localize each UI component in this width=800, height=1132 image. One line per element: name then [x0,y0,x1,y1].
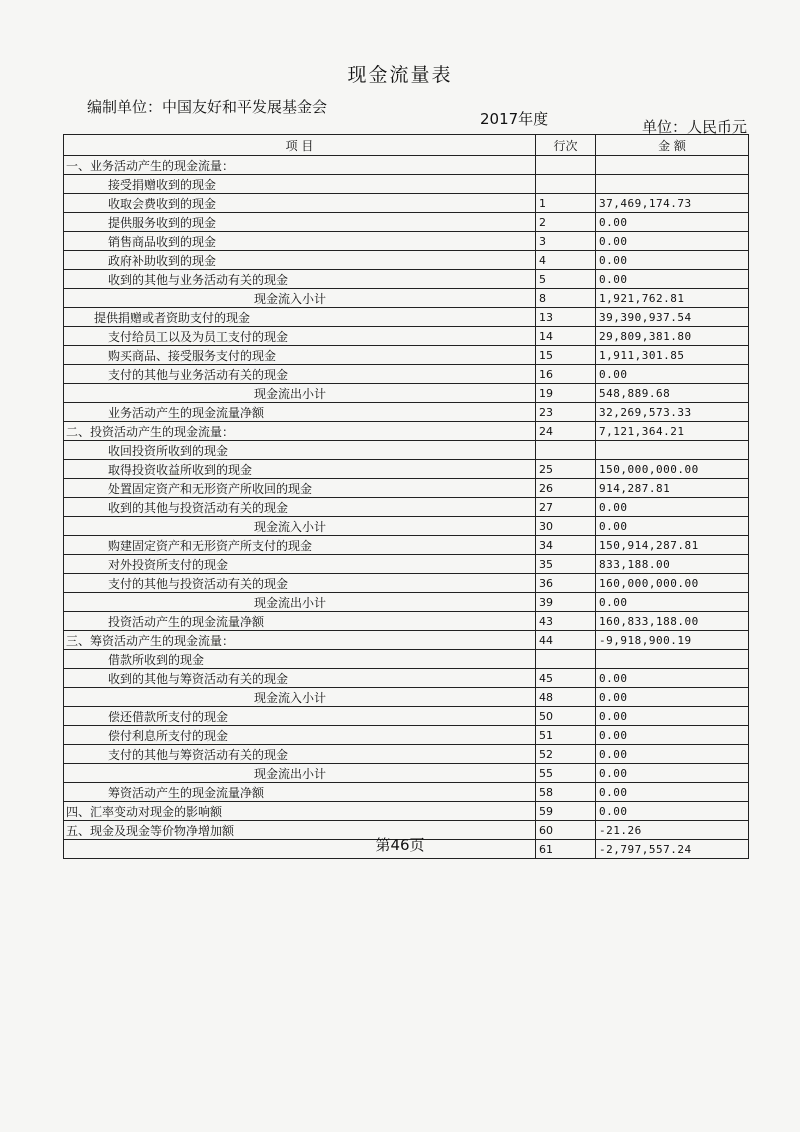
row-amount: 1,911,301.85 [596,346,749,365]
currency-unit: 单位：人民币元 [642,118,748,136]
table-row [64,574,749,593]
table-row [64,536,749,555]
row-line-number: 52 [536,745,596,764]
row-line-number: 55 [536,764,596,783]
row-amount: 0.00 [596,213,749,232]
row-amount: 37,469,174.73 [596,194,749,213]
table-row [64,517,749,536]
row-item-label: 现金流出小计 [64,384,536,403]
row-amount: 150,000,000.00 [596,460,749,479]
table-row [64,289,749,308]
row-item-label: 现金流出小计 [64,764,536,783]
row-amount: 160,000,000.00 [596,574,749,593]
row-amount [596,156,749,175]
row-item-label: 偿还借款所支付的现金 [64,707,536,726]
row-item-label: 购建固定资产和无形资产所支付的现金 [64,536,536,555]
row-item-label: 现金流出小计 [64,593,536,612]
row-line-number: 14 [536,327,596,346]
row-amount: 39,390,937.54 [596,308,749,327]
row-line-number: 13 [536,308,596,327]
table-header-row [64,135,749,156]
row-amount: 150,914,287.81 [596,536,749,555]
header-line: 行次 [536,135,596,156]
row-line-number: 2 [536,213,596,232]
row-line-number: 3 [536,232,596,251]
row-item-label: 支付的其他与筹资活动有关的现金 [64,745,536,764]
row-item-label: 销售商品收到的现金 [64,232,536,251]
table-row [64,422,749,441]
row-line-number: 1 [536,194,596,213]
row-item-label: 支付的其他与投资活动有关的现金 [64,574,536,593]
row-item-label: 收到的其他与筹资活动有关的现金 [64,669,536,688]
row-amount: 0.00 [596,517,749,536]
row-item-label: 二、投资活动产生的现金流量： [64,422,536,441]
row-item-label: 筹资活动产生的现金流量净额 [64,783,536,802]
table-row [64,707,749,726]
table-row [64,498,749,517]
row-item-label: 支付的其他与业务活动有关的现金 [64,365,536,384]
row-line-number: 59 [536,802,596,821]
row-amount: 1,921,762.81 [596,289,749,308]
row-item-label: 偿付利息所支付的现金 [64,726,536,745]
table-row [64,441,749,460]
row-amount: 32,269,573.33 [596,403,749,422]
row-amount: 833,188.00 [596,555,749,574]
row-item-label: 接受捐赠收到的现金 [64,175,536,194]
cash-flow-table [63,134,749,859]
row-amount: 0.00 [596,251,749,270]
table-row [64,384,749,403]
page-number: 第46页 [375,836,425,854]
row-amount: 0.00 [596,232,749,251]
row-item-label: 三、筹资活动产生的现金流量： [64,631,536,650]
row-amount: 0.00 [596,745,749,764]
row-item-label: 现金流入小计 [64,289,536,308]
table-row [64,650,749,669]
row-amount: 0.00 [596,669,749,688]
row-amount: 548,889.68 [596,384,749,403]
row-line-number: 24 [536,422,596,441]
row-amount [596,650,749,669]
row-item-label: 收取会费收到的现金 [64,194,536,213]
header-amount: 金 额 [596,135,749,156]
table-row [64,232,749,251]
row-line-number [536,175,596,194]
report-title: 现金流量表 [347,64,453,86]
row-line-number: 35 [536,555,596,574]
row-amount: 914,287.81 [596,479,749,498]
row-line-number: 39 [536,593,596,612]
table-row [64,194,749,213]
row-line-number: 4 [536,251,596,270]
row-line-number: 43 [536,612,596,631]
table-row [64,251,749,270]
row-item-label: 收到的其他与业务活动有关的现金 [64,270,536,289]
row-line-number: 51 [536,726,596,745]
row-item-label: 收回投资所收到的现金 [64,441,536,460]
table-row [64,479,749,498]
row-item-label: 四、汇率变动对现金的影响额 [64,802,536,821]
table-row [64,175,749,194]
table-row [64,213,749,232]
row-amount: 0.00 [596,593,749,612]
table-row [64,327,749,346]
table-row [64,403,749,422]
row-item-label: 借款所收到的现金 [64,650,536,669]
report-year: 2017年度 [480,110,549,128]
row-item-label: 支付给员工以及为员工支付的现金 [64,327,536,346]
row-line-number: 26 [536,479,596,498]
table-row [64,346,749,365]
row-line-number: 45 [536,669,596,688]
row-amount: 29,809,381.80 [596,327,749,346]
table-row [64,631,749,650]
row-item-label: 处置固定资产和无形资产所收回的现金 [64,479,536,498]
row-item-label: 取得投资收益所收到的现金 [64,460,536,479]
table-row [64,593,749,612]
row-line-number: 36 [536,574,596,593]
table-row [64,745,749,764]
row-amount: 0.00 [596,726,749,745]
row-item-label: 收到的其他与投资活动有关的现金 [64,498,536,517]
header-item: 项 目 [64,135,536,156]
row-item-label: 投资活动产生的现金流量净额 [64,612,536,631]
row-line-number: 60 [536,821,596,840]
row-item-label: 五、现金及现金等价物净增加额 [64,821,536,840]
organization-label: 编制单位：中国友好和平发展基金会 [87,98,328,116]
row-item-label: 现金流入小计 [64,688,536,707]
table-row [64,308,749,327]
row-line-number: 30 [536,517,596,536]
row-line-number: 8 [536,289,596,308]
row-amount: 160,833,188.00 [596,612,749,631]
row-item-label: 购买商品、接受服务支付的现金 [64,346,536,365]
row-line-number: 19 [536,384,596,403]
row-line-number: 27 [536,498,596,517]
row-line-number [536,156,596,175]
table-row [64,555,749,574]
row-line-number: 23 [536,403,596,422]
row-line-number: 50 [536,707,596,726]
row-amount: 0.00 [596,802,749,821]
row-item-label: 现金流入小计 [64,517,536,536]
row-amount: 0.00 [596,688,749,707]
table-row [64,783,749,802]
table-row [64,156,749,175]
row-line-number: 44 [536,631,596,650]
row-amount: -21.26 [596,821,749,840]
table-row [64,688,749,707]
table-row [64,270,749,289]
row-amount: -2,797,557.24 [596,840,749,859]
table-row [64,802,749,821]
row-line-number: 34 [536,536,596,555]
row-item-label: 提供服务收到的现金 [64,213,536,232]
row-amount: 0.00 [596,270,749,289]
row-item-label: 政府补助收到的现金 [64,251,536,270]
row-line-number: 16 [536,365,596,384]
table-row [64,726,749,745]
row-amount: -9,918,900.19 [596,631,749,650]
row-item-label: 业务活动产生的现金流量净额 [64,403,536,422]
row-line-number [536,441,596,460]
row-line-number: 58 [536,783,596,802]
row-line-number: 61 [536,840,596,859]
row-line-number: 5 [536,270,596,289]
row-amount [596,441,749,460]
row-amount: 7,121,364.21 [596,422,749,441]
row-amount: 0.00 [596,764,749,783]
row-amount: 0.00 [596,783,749,802]
row-line-number: 48 [536,688,596,707]
table-row [64,365,749,384]
row-amount: 0.00 [596,365,749,384]
row-line-number: 15 [536,346,596,365]
table-row [64,669,749,688]
row-amount: 0.00 [596,707,749,726]
row-item-label: 一、业务活动产生的现金流量： [64,156,536,175]
row-amount: 0.00 [596,498,749,517]
row-line-number: 25 [536,460,596,479]
row-item-label: 对外投资所支付的现金 [64,555,536,574]
row-line-number [536,650,596,669]
row-item-label: 提供捐赠或者资助支付的现金 [64,308,536,327]
row-amount [596,175,749,194]
table-row [64,764,749,783]
table-row [64,612,749,631]
table-row [64,460,749,479]
